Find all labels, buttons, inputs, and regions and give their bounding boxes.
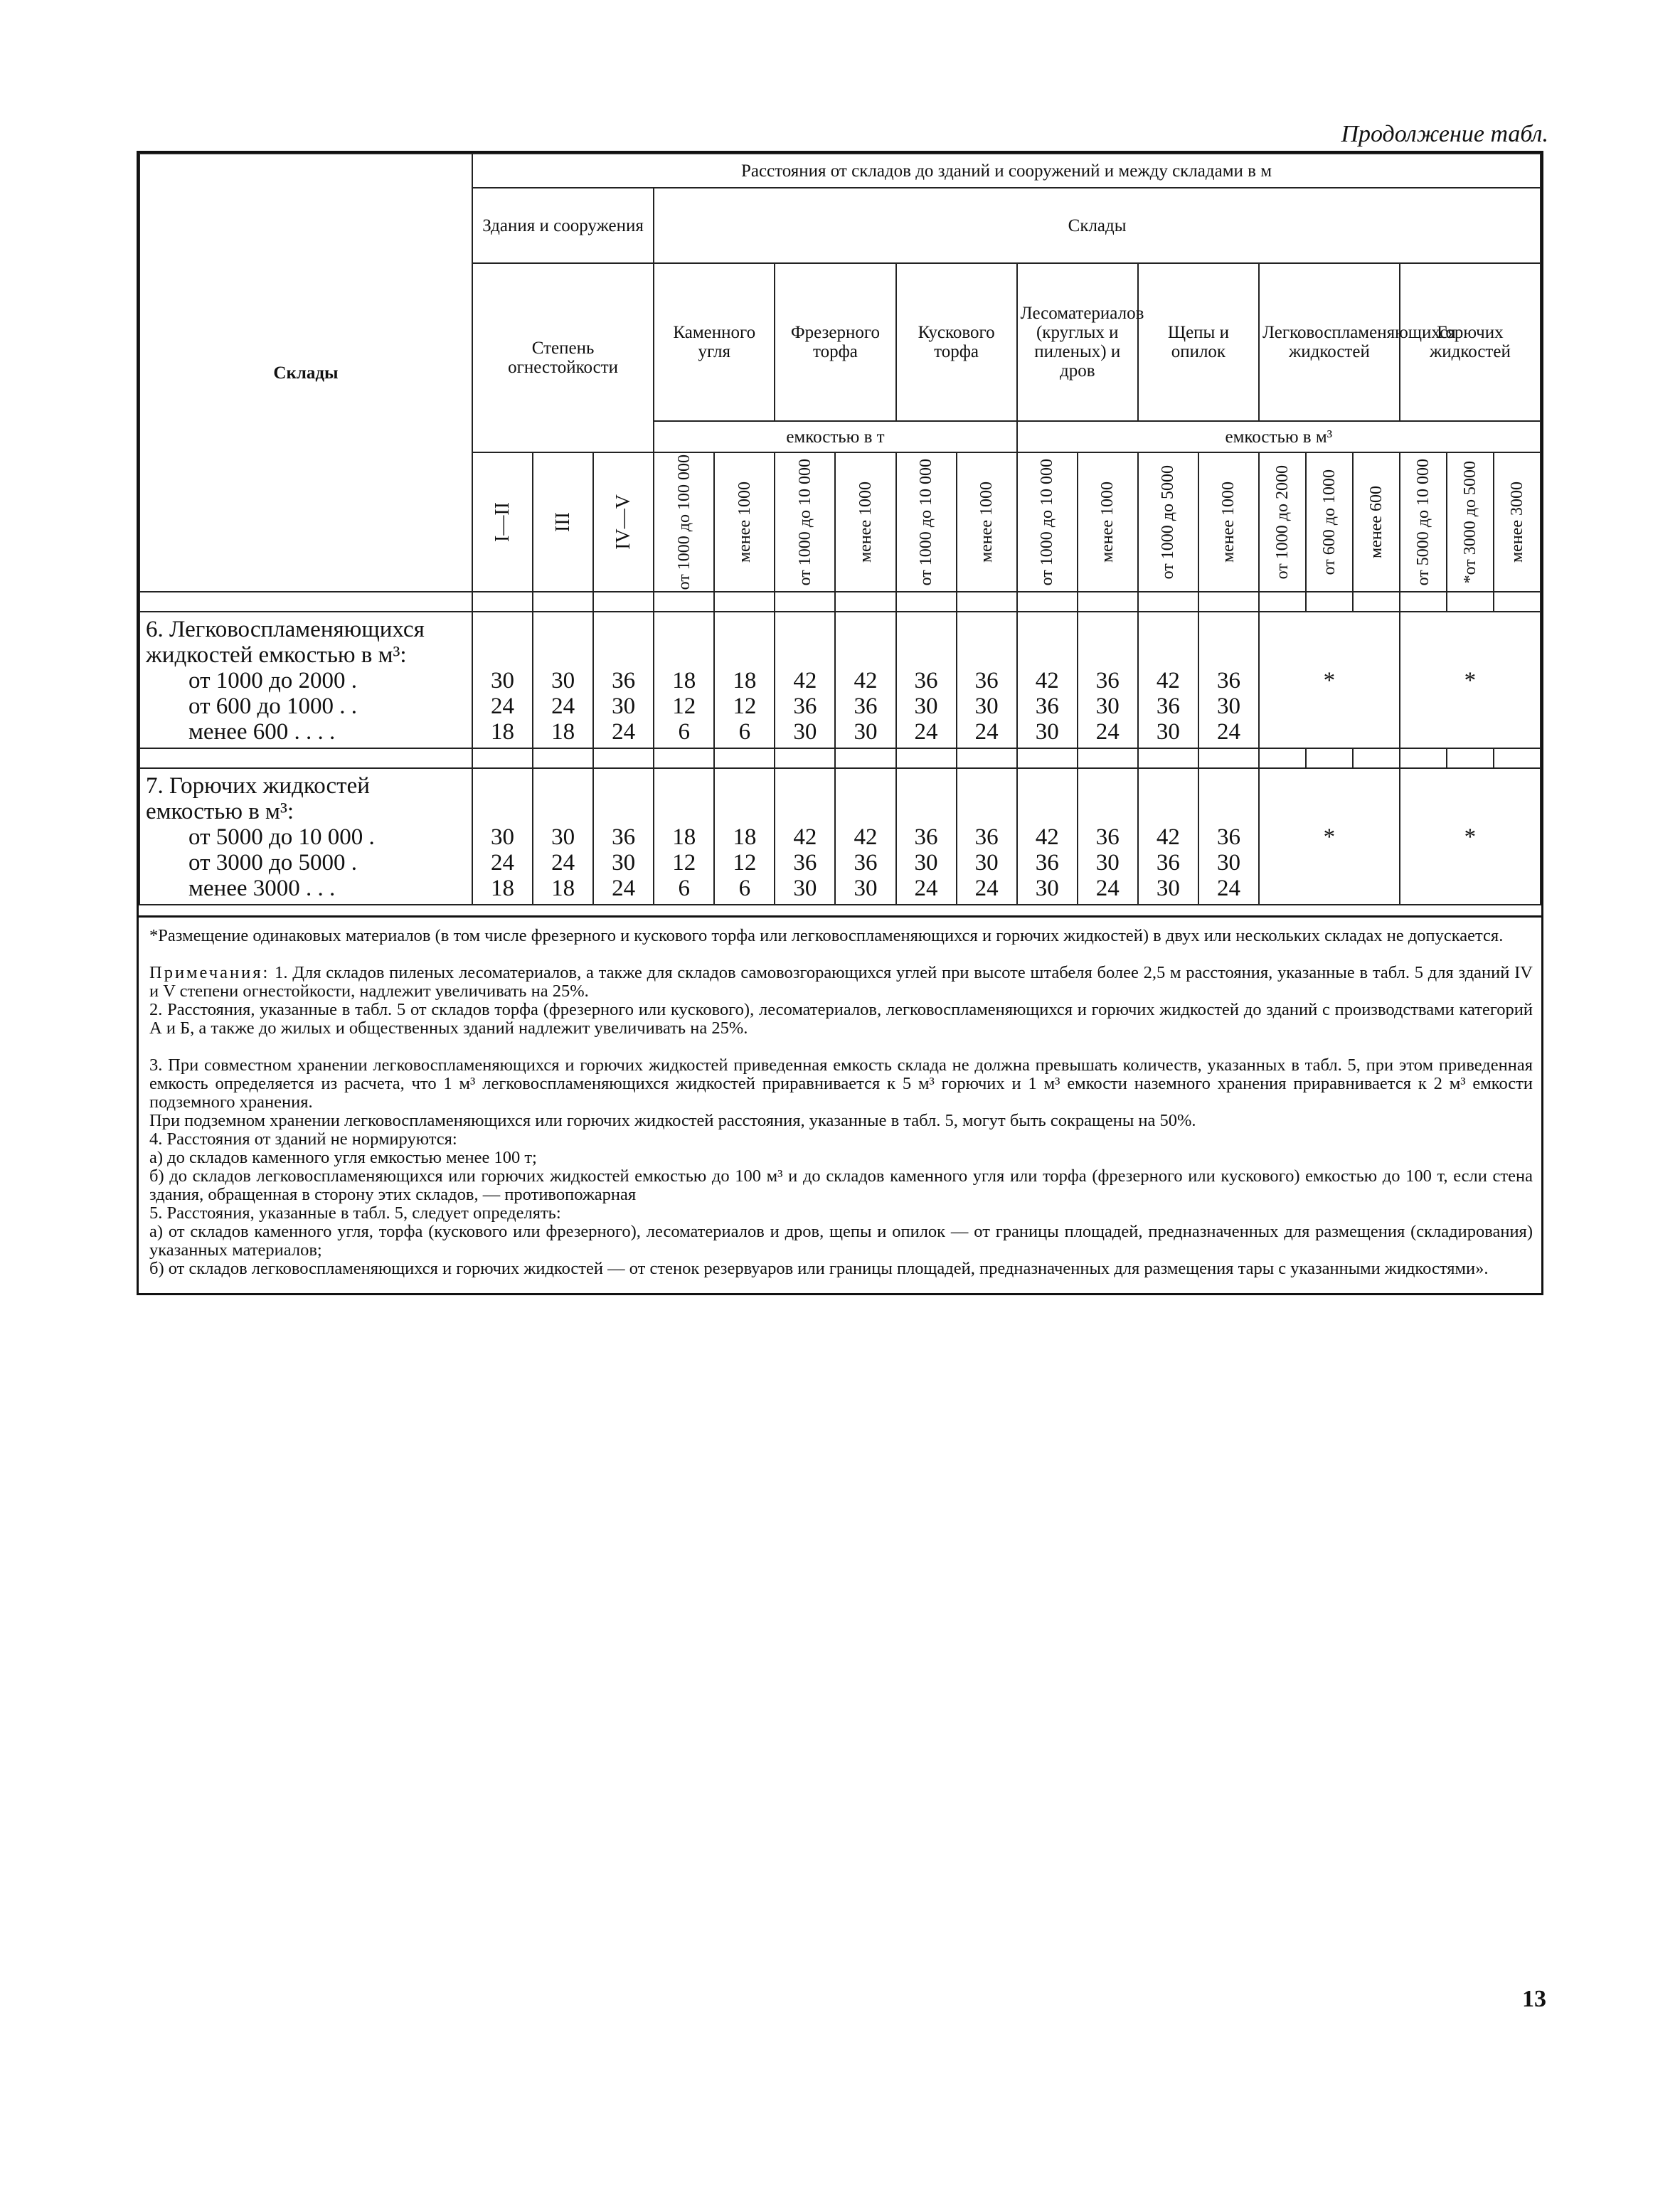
gap-cell (957, 748, 1017, 768)
cell-value: 18 (491, 876, 514, 902)
sub-col: менее 3000 (1494, 452, 1541, 592)
gap-cell (533, 748, 593, 768)
sub-col: менее 600 (1353, 452, 1400, 592)
value-cell (1198, 768, 1259, 905)
gap-cell (1259, 592, 1306, 612)
gap-cell (1017, 748, 1078, 768)
capacity-t-header: емкостью в т (654, 421, 1016, 452)
sub-col: от 1000 до 10 000 (896, 452, 957, 592)
gap-cell (1138, 748, 1198, 768)
cell-value: 30 (1156, 719, 1180, 745)
note-5a: а) от складов каменного угля, торфа (кускового или фрезерного), лесоматериалов и дров, щепы и опилок — от границы площадей, предназначенных для размещения (складирования) указанных материалов; (149, 1222, 1533, 1260)
cell-value: 24 (974, 719, 999, 745)
cell-value: 30 (1216, 693, 1240, 720)
gap-cell (472, 748, 533, 768)
sub-col: от 5000 до 10 000 (1400, 452, 1447, 592)
cell-value: 12 (733, 850, 757, 876)
value-cell (1078, 612, 1138, 748)
cell-value: 24 (914, 876, 938, 902)
cell-value: 36 (854, 850, 878, 876)
cell-value: 42 (793, 824, 817, 851)
cell-value: 6 (678, 876, 690, 902)
gap-cell (1259, 748, 1306, 768)
cell-value: 6 (678, 719, 690, 745)
cell-value: 18 (551, 876, 575, 902)
cell-value: 30 (1035, 876, 1059, 902)
cell-value: 24 (974, 876, 999, 902)
group-lump-peat: Кускового торфа (896, 263, 1017, 421)
note-2: 2. Расстояния, указанные в табл. 5 от складов торфа (фрезерного или кускового), лесоматериалов, легковоспламеняющихся и горючих жидкостей до зданий с производствами категорий А и Б, а также до жилых и общественных зданий надлежит увеличивать на 25%. (149, 1000, 1533, 1038)
section-label (139, 768, 472, 905)
cell-value: 36 (612, 824, 636, 851)
cell-value: 42 (854, 668, 878, 694)
value-cell (714, 768, 775, 905)
cell-value: 36 (1035, 850, 1059, 876)
value-cell (1138, 768, 1198, 905)
gap-cell (1198, 592, 1259, 612)
sub-col: менее 1000 (1198, 452, 1259, 592)
cell-value: 42 (793, 668, 817, 694)
gap-cell (835, 592, 895, 612)
cell-value: 30 (612, 850, 636, 876)
cell-value: 24 (1216, 719, 1240, 745)
distance-table (139, 153, 1541, 905)
sub-col: от 1000 до 10 000 (1017, 452, 1078, 592)
section-title: 6. Легковоспламеняющихся жидкостей емкостью в м³: (146, 617, 425, 669)
note-3: 3. При совместном хранении легковоспламеняющихся и горючих жидкостей приведенная емкость склада не должна превышать количеств, указанных в табл. 5, при этом приведенная емкость определяется из расчета, что 1 м³ легковоспламеняющихся жидкостей приравнивается к 5 м³ горючих и 1 м³ емкости наземного хранения приравнивается к 2 м³ емкости подземного хранения. (149, 1056, 1533, 1112)
gap-cell (654, 592, 714, 612)
gap-cell (1353, 592, 1400, 612)
cell-value: 42 (1156, 824, 1180, 851)
sub-col: менее 1000 (714, 452, 775, 592)
cell-value: 12 (672, 850, 696, 876)
gap-cell (1078, 748, 1138, 768)
note-4a: а) до складов каменного угля емкостью менее 100 т; (149, 1148, 537, 1167)
group-timber: Лесоматериалов (круглых и пиленых) и дров (1017, 263, 1138, 421)
cell-value: 24 (491, 850, 514, 876)
gap-cell (1400, 592, 1447, 612)
gap-cell (1447, 592, 1494, 612)
degree-col: III (533, 452, 593, 592)
cell-value: 30 (1035, 719, 1059, 745)
value-cell (1138, 612, 1198, 748)
cell-value: 36 (854, 693, 878, 720)
value-cell (593, 612, 654, 748)
section-title: 7. Горючих жидкостей емкостью в м³: (146, 773, 370, 825)
row-label: от 3000 до 5000 . (188, 850, 358, 876)
cell-value: 30 (551, 668, 575, 694)
gap-cell (1494, 748, 1541, 768)
sub-col: от 1000 до 100 000 (654, 452, 714, 592)
gap-cell (593, 592, 654, 612)
note-1-text: 1. Для складов пиленых лесоматериалов, а также для складов самовозгорающихся углей при высоте штабеля более 2,5 м расстояния, указанные в табл. 5 для зданий IV и V степени огнестойкости, надлежит увеличивать на 25%. (149, 963, 1533, 1001)
value-cell (1078, 768, 1138, 905)
main-header: Расстояния от складов до зданий и сооружений и между складами в м (472, 154, 1541, 188)
sub-col: от 1000 до 2000 (1259, 452, 1306, 592)
row-header: Склады (139, 154, 472, 592)
row-label: менее 600 . . . . (188, 719, 336, 745)
group-chips: Щепы и опилок (1138, 263, 1259, 421)
cell-value: 36 (1156, 693, 1180, 720)
gap-cell (139, 748, 472, 768)
continuation-caption: Продолжение табл. (1341, 121, 1548, 147)
cell-value: 30 (1095, 850, 1120, 876)
gap-cell (896, 748, 957, 768)
cell-value: 36 (974, 824, 999, 851)
cell-value: 24 (612, 876, 636, 902)
sub-col: менее 1000 (835, 452, 895, 592)
degree-col: I—II (472, 452, 533, 592)
cell-value: 18 (491, 719, 514, 745)
note-3b: При подземном хранении легковоспламеняющихся или горючих жидкостей расстояния, указанные в табл. 5, могут быть сокращены на 50%. (149, 1111, 1196, 1130)
value-cell (1198, 612, 1259, 748)
cell-value: 36 (1216, 668, 1240, 694)
cell-value: 6 (738, 876, 751, 902)
cell-value: 6 (738, 719, 751, 745)
value-cell (1017, 768, 1078, 905)
buildings-header: Здания и сооружения (472, 188, 654, 263)
note-5b: б) от складов легковоспламеняющихся и горючих жидкостей — от стенок резервуаров или границы площадей, предназначенных для размещения тары с указанными жидкостями». (149, 1259, 1489, 1278)
cell-value: 30 (1156, 876, 1180, 902)
cell-value: 30 (491, 824, 514, 851)
value-cell (775, 768, 835, 905)
combustible-star: * (1400, 768, 1541, 905)
cell-value: 36 (793, 850, 817, 876)
gap-cell (1447, 748, 1494, 768)
cell-value: 30 (551, 824, 575, 851)
fire-degree-header: Степень огнестойкости (472, 263, 654, 452)
cell-value: 30 (974, 693, 999, 720)
cell-value: 24 (914, 719, 938, 745)
section-gap (139, 748, 1541, 768)
cell-value: 36 (1156, 850, 1180, 876)
cell-value: 12 (733, 693, 757, 720)
sub-col: от 1000 до 5000 (1138, 452, 1198, 592)
note-4b: б) до складов легковоспламеняющихся или горючих жидкостей емкостью до 100 м³ и до складов каменного угля или торфа (фрезерного или кускового) емкостью до 100 т, если стена здания, обращенная в сторону этих складов, — противопожарная (149, 1166, 1533, 1204)
gap-cell (593, 748, 654, 768)
cell-value: 30 (793, 719, 817, 745)
value-cell (472, 612, 533, 748)
group-combustible: Горючих жидкостей (1400, 263, 1541, 421)
cell-value: 36 (612, 668, 636, 694)
group-milled-peat: Фрезерного торфа (775, 263, 895, 421)
value-cell (775, 612, 835, 748)
sub-col: *от 3000 до 5000 (1447, 452, 1494, 592)
cell-value: 42 (1035, 668, 1059, 694)
cell-value: 30 (914, 850, 938, 876)
gap-cell (775, 592, 835, 612)
cell-value: 18 (733, 824, 757, 851)
cell-value: 36 (1216, 824, 1240, 851)
value-cell (896, 768, 957, 905)
cell-value: 36 (1095, 824, 1120, 851)
sub-col: от 1000 до 10 000 (775, 452, 835, 592)
gap-cell (139, 592, 472, 612)
value-cell (654, 768, 714, 905)
group-coal: Каменного угля (654, 263, 775, 421)
sub-col: от 600 до 1000 (1306, 452, 1353, 592)
cell-value: 36 (793, 693, 817, 720)
note-1 (149, 964, 1533, 1001)
table-body (139, 592, 1541, 905)
row-label: от 600 до 1000 . . (188, 693, 358, 720)
section-label (139, 612, 472, 748)
gap-cell (1078, 592, 1138, 612)
value-cell (835, 612, 895, 748)
notes-block (149, 927, 1533, 1278)
gap-cell (1198, 748, 1259, 768)
cell-value: 36 (1035, 693, 1059, 720)
cell-value: 24 (1216, 876, 1240, 902)
note-heading: Примечания: (149, 963, 270, 982)
gap-cell (1306, 592, 1353, 612)
value-cell (957, 768, 1017, 905)
gap-cell (957, 592, 1017, 612)
value-cell (593, 768, 654, 905)
footnote: *Размещение одинаковых материалов (в том числе фрезерного и кускового торфа или легковоспламеняющихся и горючих жидкостей) в двух или нескольких складах не допускается. (149, 926, 1504, 945)
cell-value: 12 (672, 693, 696, 720)
cell-value: 18 (551, 719, 575, 745)
combustible-star: * (1400, 612, 1541, 748)
cell-value: 24 (1095, 719, 1120, 745)
section-gap (139, 592, 1541, 612)
gap-cell (714, 748, 775, 768)
gap-cell (1138, 592, 1198, 612)
page-number: 13 (1522, 1986, 1546, 2012)
cell-value: 30 (974, 850, 999, 876)
section-row (139, 612, 1541, 748)
gap-cell (1017, 592, 1078, 612)
warehouses-header: Склады (654, 188, 1541, 263)
cell-value: 30 (793, 876, 817, 902)
note-4: 4. Расстояния от зданий не нормируются: (149, 1129, 457, 1149)
cell-value: 36 (914, 668, 938, 694)
value-cell (835, 768, 895, 905)
row-label: менее 3000 . . . (188, 876, 336, 902)
cell-value: 42 (1035, 824, 1059, 851)
cell-value: 30 (854, 876, 878, 902)
cell-value: 18 (672, 668, 696, 694)
cell-value: 24 (491, 693, 514, 720)
cell-value: 24 (1095, 876, 1120, 902)
value-cell (472, 768, 533, 905)
cell-value: 42 (1156, 668, 1180, 694)
cell-value: 36 (1095, 668, 1120, 694)
gap-cell (654, 748, 714, 768)
cell-value: 24 (551, 850, 575, 876)
flammable-star: * (1259, 768, 1400, 905)
cell-value: 18 (733, 668, 757, 694)
flammable-star: * (1259, 612, 1400, 748)
value-cell (654, 612, 714, 748)
cell-value: 30 (491, 668, 514, 694)
sub-col: менее 1000 (1078, 452, 1138, 592)
cell-value: 30 (1095, 693, 1120, 720)
gap-cell (714, 592, 775, 612)
cell-value: 30 (854, 719, 878, 745)
gap-cell (472, 592, 533, 612)
degree-col: IV—V (593, 452, 654, 592)
table-bottom-rule (139, 915, 1541, 918)
cell-value: 36 (974, 668, 999, 694)
value-cell (896, 612, 957, 748)
capacity-m3-header: емкостью в м³ (1017, 421, 1541, 452)
cell-value: 24 (551, 693, 575, 720)
value-cell (1017, 612, 1078, 748)
cell-value: 18 (672, 824, 696, 851)
cell-value: 30 (914, 693, 938, 720)
gap-cell (775, 748, 835, 768)
value-cell (533, 768, 593, 905)
gap-cell (1306, 748, 1353, 768)
cell-value: 30 (612, 693, 636, 720)
value-cell (714, 612, 775, 748)
value-cell (533, 612, 593, 748)
gap-cell (896, 592, 957, 612)
row-label: от 5000 до 10 000 . (188, 824, 375, 851)
gap-cell (533, 592, 593, 612)
sub-col: менее 1000 (957, 452, 1017, 592)
group-flammable: Легковоспламеняющихся жидкостей (1259, 263, 1400, 421)
note-5: 5. Расстояния, указанные в табл. 5, следует определять: (149, 1203, 561, 1223)
gap-cell (1494, 592, 1541, 612)
cell-value: 36 (914, 824, 938, 851)
cell-value: 24 (612, 719, 636, 745)
gap-cell (1353, 748, 1400, 768)
gap-cell (1400, 748, 1447, 768)
section-row (139, 768, 1541, 905)
cell-value: 42 (854, 824, 878, 851)
value-cell (957, 612, 1017, 748)
gap-cell (835, 748, 895, 768)
row-label: от 1000 до 2000 . (188, 668, 358, 694)
cell-value: 30 (1216, 850, 1240, 876)
